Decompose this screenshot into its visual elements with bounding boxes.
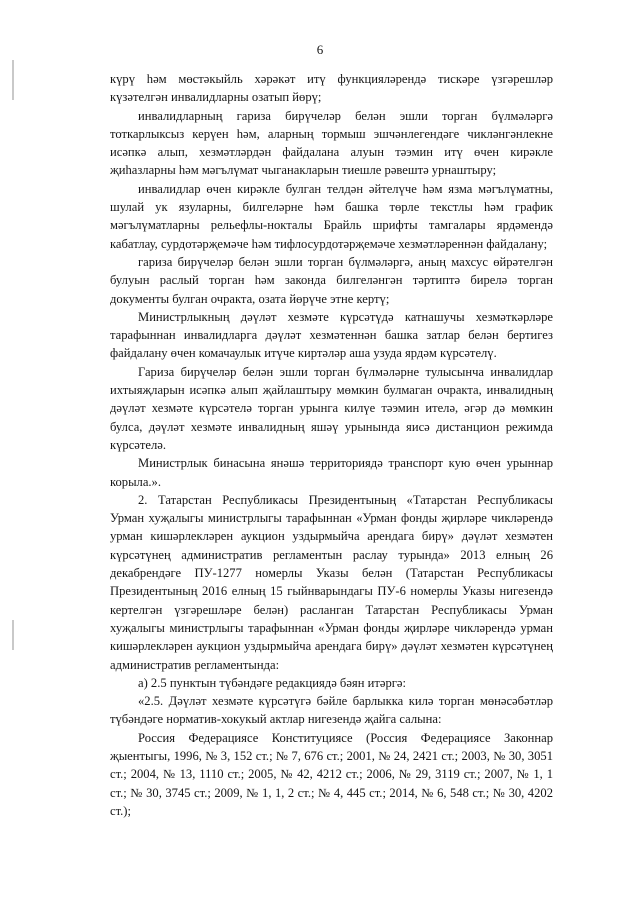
scan-edge-mark bbox=[12, 60, 14, 100]
paragraph: 2. Татарстан Республикасы Президентының «Татарстан Республикасы Урман хуҗалыгы министрлыгы тарафыннан «Урман фонды җирләре чикләрендә урман кишәрлекләрен аукцион уздырмыйча арендага бирү» дәүләт хезмәтен күрсәтүнең административ регламентын раслау турында» 2013 елның 26 декабрендәге ПУ-1277 номерлы Указы белән (Татарстан Республикасы Президентының 2016 елның 15 гыйнварындагы ПУ-6 номерлы Указы нигезендә кертелгән үзгәрешләре белән) расланган Татарстан Республикасы Урман хуҗалыгы министрлыгы тарафыннан «Урман фонды җирләре чикләрендә урман кишәрлекләрен аукцион уздырмыйча арендага бирү» дәүләт хезмәтен күрсәтүнең административ регламентында: bbox=[110, 492, 553, 672]
body-text bbox=[110, 70, 553, 820]
paragraph: гариза бирүчеләр белән эшли торган бүлмәләргә, аның махсус өйрәтелгән булуын раслый торган һәм законда билгеләнгән тәртиптә бирелә торган документы булган очракта, озата йөрүче этне кертү; bbox=[110, 254, 553, 306]
paragraph: инвалидларның гариза бирүчеләр белән эшли торган бүлмәләргә тоткарлыксыз керүен һәм, аларның тормыш эшчәнлегендәге чикләнгәнлекне исәпкә алып, хезмәтләрдән файдалана алуын тәэмин итү өчен кирәкле җиһазларны һәм мәгълүмат чыганакларын тиешле рәвештә урнаштыру; bbox=[110, 108, 553, 178]
paragraph: Россия Федерациясе Конституциясе (Россия Федерациясе Законнар җыентыгы, 1996, № 3, 152 ст.; № 7, 676 ст.; 2001, № 24, 2421 ст.; 2003, № 30, 3051 ст.; 2004, № 13, 1110 ст.; 2005, № 42, 4212 ст.; 2006, № 29, 3119 ст.; 2007, № 1, 1 ст.; № 30, 3745 ст.; 2009, № 1, 1, 2 ст.; № 4, 445 ст.; 2014, № 6, 548 ст.; № 30, 4202 ст.); bbox=[110, 730, 553, 818]
paragraph: Гариза бирүчеләр белән эшли торган бүлмәләрне тулысынча инвалидлар ихтыяҗларын исәпкә алып җайлаштыру мөмкин булмаган очракта, инвалидның дәүләт хезмәте күрсәтелә торган урынга килүе тәэмин ителә, әгәр дә мөмкин булса, дәүләт хезмәте инвалидның яшәү урынында яисә дистанцион режимда күрсәтелә. bbox=[110, 364, 553, 452]
paragraph: Министрлыкның дәүләт хезмәте күрсәтүдә катнашучы хезмәткәрләре тарафыннан инвалидларга дәүләт хезмәтеннән башка затлар белән бертигез файдалану өчен комачаулык итүче киртәләр аша узуда ярдәм күрсәтелү. bbox=[110, 309, 553, 361]
paragraph: а) 2.5 пунктын түбәндәге редакциядә бәян итәргә: bbox=[138, 675, 406, 690]
scan-edge-mark bbox=[12, 620, 14, 650]
paragraph: инвалидлар өчен кирәкле булган телдән әйтелүче һәм язма мәгълүматны, шулай ук язуларны, билгеләрне һәм башка төрле текстлы һәм график мәгълүматларны рельефлы-нокталы Брайль шрифты тамгалары ярдәмендә кабатлау, сурдотәрҗемәче һәм тифлосурдотәрҗемәче хезмәтләреннән файдалану; bbox=[110, 181, 553, 251]
page-number: 6 bbox=[316, 42, 324, 57]
paragraph: «2.5. Дәүләт хезмәте күрсәтүгә бәйле барлыкка килә торган мөнәсәбәтләр түбәндәге норматив-хокукый актлар нигезендә җайга салына: bbox=[110, 694, 553, 727]
paragraph: Министрлык бинасына янәшә территориядә транспорт кую өчен урыннар корыла.». bbox=[110, 456, 553, 489]
paragraph: күрү һәм мөстәкыйль хәрәкәт итү функцияләрендә тискәре үзгәрешләр күзәтелгән инвалидларны озатып йөрү; bbox=[110, 72, 553, 105]
